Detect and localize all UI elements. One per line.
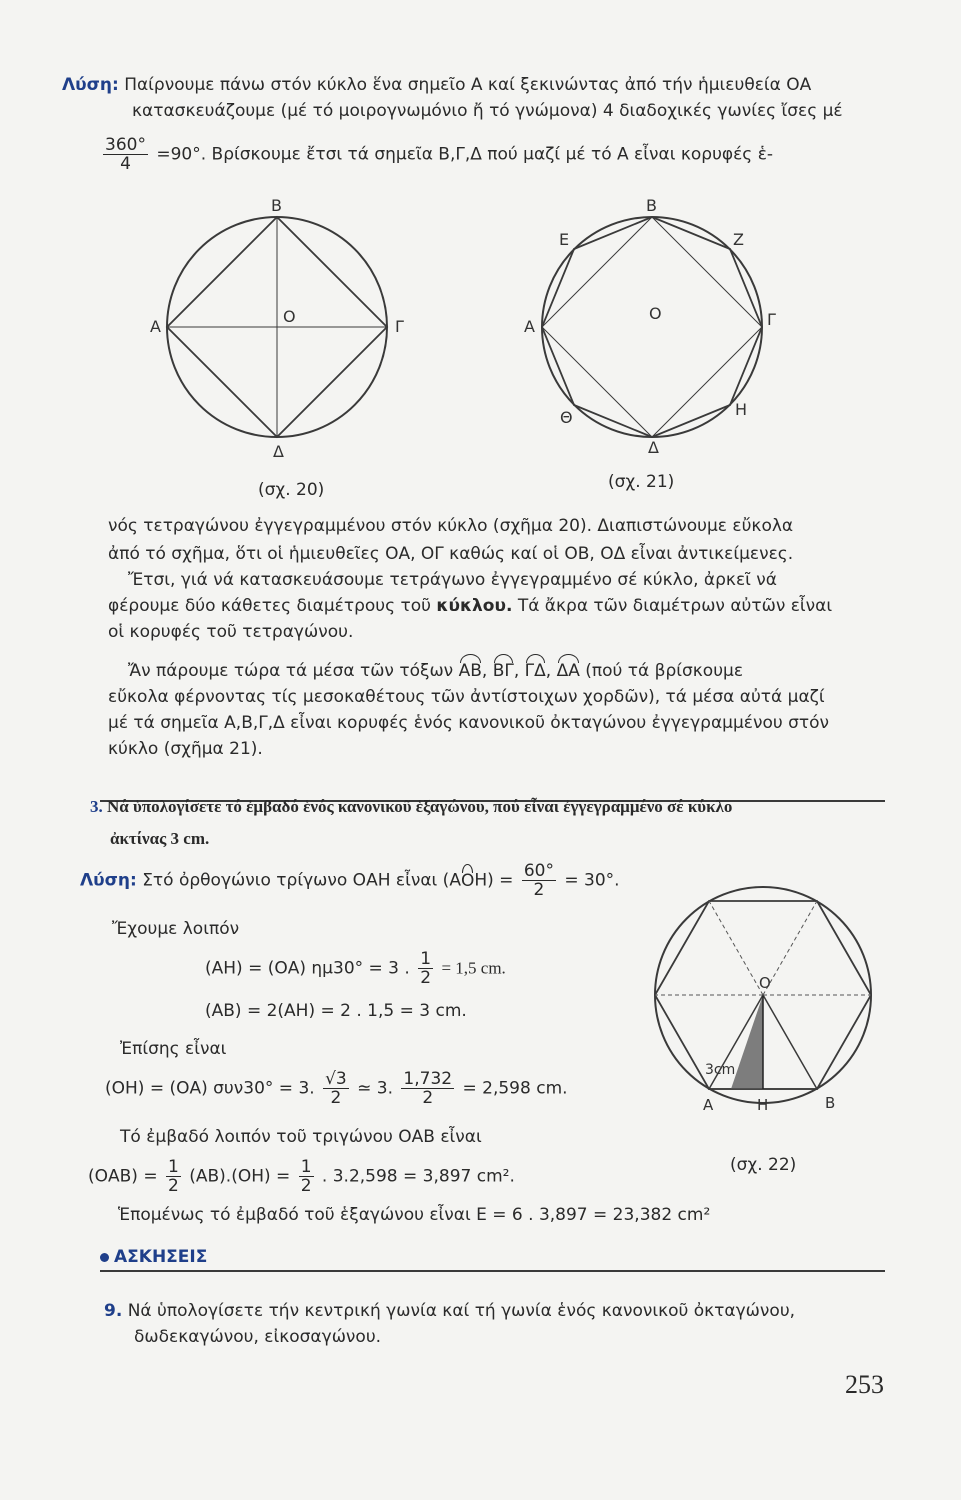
fig21-label-b: Β [646, 196, 657, 215]
solution-line-3: $\frac{360^\circ}{4}$ =90°. Βρίσκουμε ἔτσι τά σημεῖα Β,Γ,Δ πού μαζί μέ τό Α εἶναι κορυφές ἑ- [105, 135, 774, 174]
figure-22-caption: (σχ. 22) [730, 1155, 797, 1175]
fig22-dashed-2 [763, 901, 817, 995]
fig20-label-a: Α [150, 317, 161, 336]
problem-3-line-2: ἀκτίνας 3 cm. [110, 829, 210, 848]
fig21-label-o: Ο [649, 304, 662, 323]
fig21-label-z: Ζ [733, 230, 744, 249]
fig21-label-th: Θ [560, 408, 573, 427]
fig21-octagon [542, 217, 762, 437]
arc-ab: ΑΒ [458, 661, 482, 681]
exercise-9-line-1: 9. Νά ὑπολογίσετε τήν κεντρική γωνία καί τή γωνία ἑνός κανονικοῦ ὀκταγώνου, [104, 1301, 796, 1321]
fig22-dashed-1 [709, 901, 763, 995]
fig21-label-d: Δ [648, 438, 659, 457]
bold-word-kyklou: κύκλου. [436, 596, 513, 616]
solution-label: Λύση: [62, 75, 119, 95]
fig21-label-e: Ε [559, 230, 570, 249]
sol3-ah: (ΑΗ) = (ΟΑ) ημ30° = 3 . $\frac{1}{2}$ = 1,5 cm. [205, 949, 506, 988]
p2-line-4: φέρουμε δύο κάθετες διαμέτρους τοῦ κύκλου. Τά ἄκρα τῶν διαμέτρων αὐτῶν εἶναι [108, 596, 833, 616]
p3-line-2: εὔκολα φέρνοντας τίς μεσοκαθέτους τῶν ἀντίστοιχων χορδῶν), τά μέσα αὐτά μαζί [108, 687, 825, 707]
figure-21-octagon-in-circle [515, 195, 790, 460]
problem-3-number: 3. [90, 797, 103, 816]
p2-line-1: νός τετραγώνου ἐγγεγραμμένου στόν κύκλο (σχῆμα 20). Διαπιστώνουμε εὔκολα [108, 516, 794, 536]
bullet-icon [100, 1253, 109, 1262]
arc-da: ΔΑ [556, 661, 580, 681]
page-number: 253 [845, 1370, 884, 1399]
fig20-label-b: Β [271, 196, 282, 215]
p3-line-3: μέ τά σημεῖα Α,Β,Γ,Δ εἶναι κορυφές ἑνός κανονικοῦ ὀκταγώνου ἐγγεγραμμένου στόν [108, 713, 830, 733]
sol3-ab: (ΑΒ) = 2(ΑΗ) = 2 . 1,5 = 3 cm. [205, 1001, 467, 1021]
fig21-label-g: Γ [767, 310, 776, 329]
solution-line-2: κατασκευάζουμε (μέ τό μοιρογνωμόνιο ἤ τό γνώμονα) 4 διαδοχικές γωνίες ἴσες μέ [132, 101, 843, 121]
figure-22-hexagon-in-circle [645, 880, 885, 1135]
p3-line-1: Ἄν πάρουμε τώρα τά μέσα τῶν τόξων ΑΒ, ΒΓ, ΓΔ, ΔΑ (πού τά βρίσκουμε [128, 661, 744, 681]
problem-3-line-1: 3. Νά ὑπολογίσετε τό ἐμβαδό ἑνός κανονικοῦ ἑξαγώνου, πού εἶναι ἐγγεγραμμένο σέ κύκλο [90, 797, 733, 816]
fig22-label-a: Α [703, 1096, 714, 1114]
sol3-episis: Ἐπίσης εἶναι [120, 1039, 227, 1059]
fig22-label-r: 3cm [705, 1062, 736, 1078]
figure-21-caption: (σχ. 21) [608, 472, 675, 492]
section-divider-2 [100, 1270, 885, 1272]
figure-20-caption: (σχ. 20) [258, 480, 325, 500]
sol3-exoume: Ἔχουμε λοιπόν [112, 919, 240, 939]
sol3-oh: (ΟΗ) = (ΟΑ) συν30° = 3. $\frac{√3}{2}$ ≃ 3. $\frac{1,732}{2}$ = 2,598 cm. [105, 1069, 568, 1108]
arc-gd: ΓΔ [524, 661, 546, 681]
fig20-label-o: Ο [283, 307, 296, 326]
fig21-circle [542, 217, 762, 437]
fraction-360-over-4: $\frac{360^\circ}{4}$ [105, 135, 146, 174]
figure-20-square-in-circle [140, 195, 430, 470]
exercise-9-line-2: δωδεκαγώνου, εἰκοσαγώνου. [134, 1327, 382, 1347]
p2-line-2: ἀπό τό σχῆμα, ὅτι οἱ ἡμιευθεῖες ΟΑ, ΟΓ καθώς καί οἱ ΟΒ, ΟΔ εἶναι ἀντικείμενες. [108, 544, 794, 564]
sol3-oab: (ΟΑΒ) = $\frac{1}{2}$ (ΑΒ).(ΟΗ) = $\frac{1}{2}$ . 3.2,598 = 3,897 cm². [88, 1157, 515, 1196]
solution-line-1 [62, 74, 811, 96]
sol3-line-1: Λύση: Στό ὀρθογώνιο τρίγωνο ΟΑΗ εἶναι (ΑΟΗ) = $\frac{60^\circ}{2}$ = 30°. [80, 861, 620, 900]
fig22-label-b: Β [825, 1094, 836, 1112]
solution-text-1: Παίρνουμε πάνω στόν κύκλο ἕνα σημεῖο Α καί ξεκινώντας ἀπό τήν ἡμιευθεία ΟΑ [124, 75, 812, 95]
fig21-label-h: Η [735, 400, 748, 419]
p2-line-3: Ἔτσι, γιά νά κατασκευάσουμε τετράγωνο ἐγγεγραμμένο σέ κύκλο, ἀρκεῖ νά [128, 570, 777, 590]
fig22-label-h: Η [757, 1096, 769, 1114]
fig20-label-g: Γ [395, 317, 404, 336]
p2-line-5: οἱ κορυφές τοῦ τετραγώνου. [108, 622, 354, 642]
sol3-embado: Τό ἐμβαδό λοιπόν τοῦ τριγώνου ΟΑΒ εἶναι [120, 1127, 482, 1147]
exercises-heading: ΑΣΚΗΣΕΙΣ [100, 1246, 207, 1268]
sol3-final: Ἑπομένως τό ἐμβαδό τοῦ ἑξαγώνου εἶναι Ε = 6 . 3,897 = 23,382 cm² [118, 1205, 711, 1225]
fig21-square [542, 217, 762, 437]
fig21-label-a: Α [524, 317, 535, 336]
arc-bg: ΒΓ [492, 661, 514, 681]
fig22-label-o: Ο [759, 974, 771, 992]
p3-line-4: κύκλο (σχῆμα 21). [108, 739, 263, 759]
fig20-label-d: Δ [273, 442, 284, 461]
